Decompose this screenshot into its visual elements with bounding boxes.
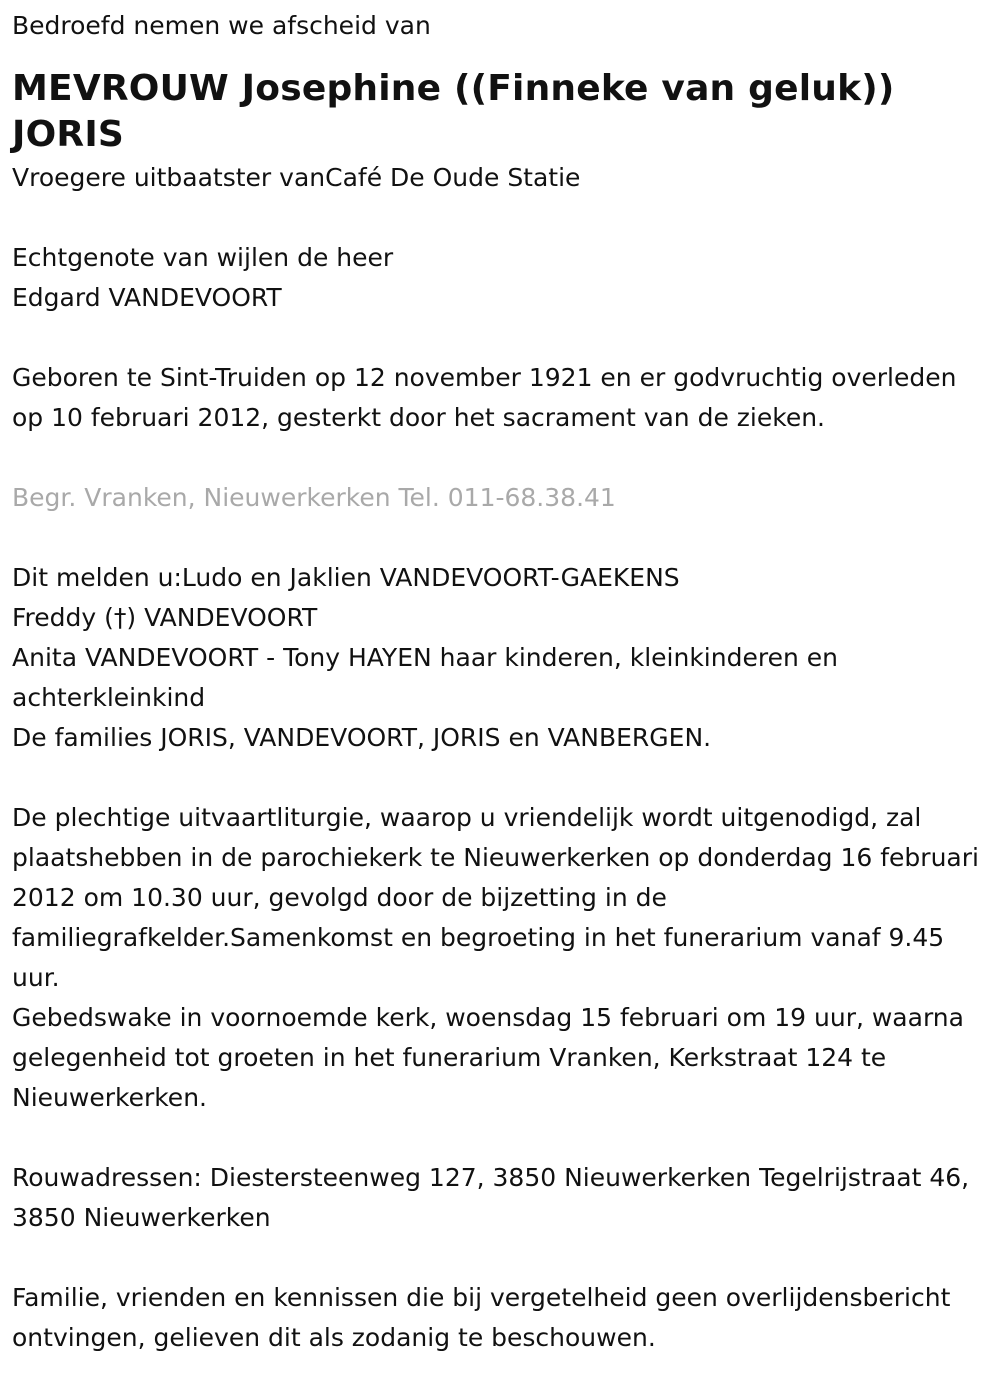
occupation-text: Vroegere uitbaatster vanCafé De Oude Statie — [12, 163, 581, 192]
intro-text: Bedroefd nemen we afscheid van — [12, 11, 431, 40]
funeral-vigil-text: Gebedswake in voornoemde kerk, woensdag 15 februari om 19 uur, waarna gelegenheid tot groeten in het funerarium Vranken, Kerkstraat 124 te Nieuwerkerken. — [12, 1003, 964, 1112]
announcer-line-1: Dit melden u:Ludo en Jaklien VANDEVOORT-GAEKENS — [12, 563, 680, 592]
undertaker-text: Begr. Vranken, Nieuwerkerken Tel. 011-68.38.41 — [12, 483, 616, 512]
deceased-name: MEVROUW Josephine ((Finneke van geluk)) JORIS — [12, 68, 895, 155]
addresses-text: Rouwadressen: Diestersteenweg 127, 3850 Nieuwerkerken Tegelrijstraat 46, 3850 Nieuwerkerken — [12, 1163, 970, 1232]
spouse-line-1: Echtgenote van wijlen de heer — [12, 243, 394, 272]
spacer — [12, 1238, 988, 1278]
announcer-line-4: De families JORIS, VANDEVOORT, JORIS en VANBERGEN. — [12, 723, 712, 752]
birth-death-text: Geboren te Sint-Truiden op 12 november 1921 en er godvruchtig overleden op 10 februari 2012, gesterkt door het sacrament van de zieken. — [12, 363, 957, 432]
spouse-line-2: Edgard VANDEVOORT — [12, 283, 282, 312]
spacer — [12, 198, 988, 238]
spacer — [12, 518, 988, 558]
announcer-line-3: Anita VANDEVOORT - Tony HAYEN haar kinderen, kleinkinderen en achterkleinkind — [12, 643, 838, 712]
spacer — [12, 758, 988, 798]
closing-text: Familie, vrienden en kennissen die bij vergetelheid geen overlijdensbericht ontvingen, gelieven dit als zodanig te beschouwen. — [12, 1283, 951, 1352]
spacer — [12, 1118, 988, 1158]
spacer — [12, 318, 988, 358]
funeral-block — [12, 798, 988, 1118]
announcers-block — [12, 558, 988, 758]
spacer — [12, 438, 988, 478]
spouse-block — [12, 238, 988, 318]
announcer-line-2: Freddy (†) VANDEVOORT — [12, 603, 318, 632]
funeral-liturgy-text: De plechtige uitvaartliturgie, waarop u vriendelijk wordt uitgenodigd, zal plaatshebben in de parochiekerk te Nieuwerkerken op donderdag 16 februari 2012 om 10.30 uur, gevolgd door de bijzetting in de familiegrafkelder.Samenkomst en begroeting in het funerarium vanaf 9.45 uur. — [12, 803, 979, 992]
